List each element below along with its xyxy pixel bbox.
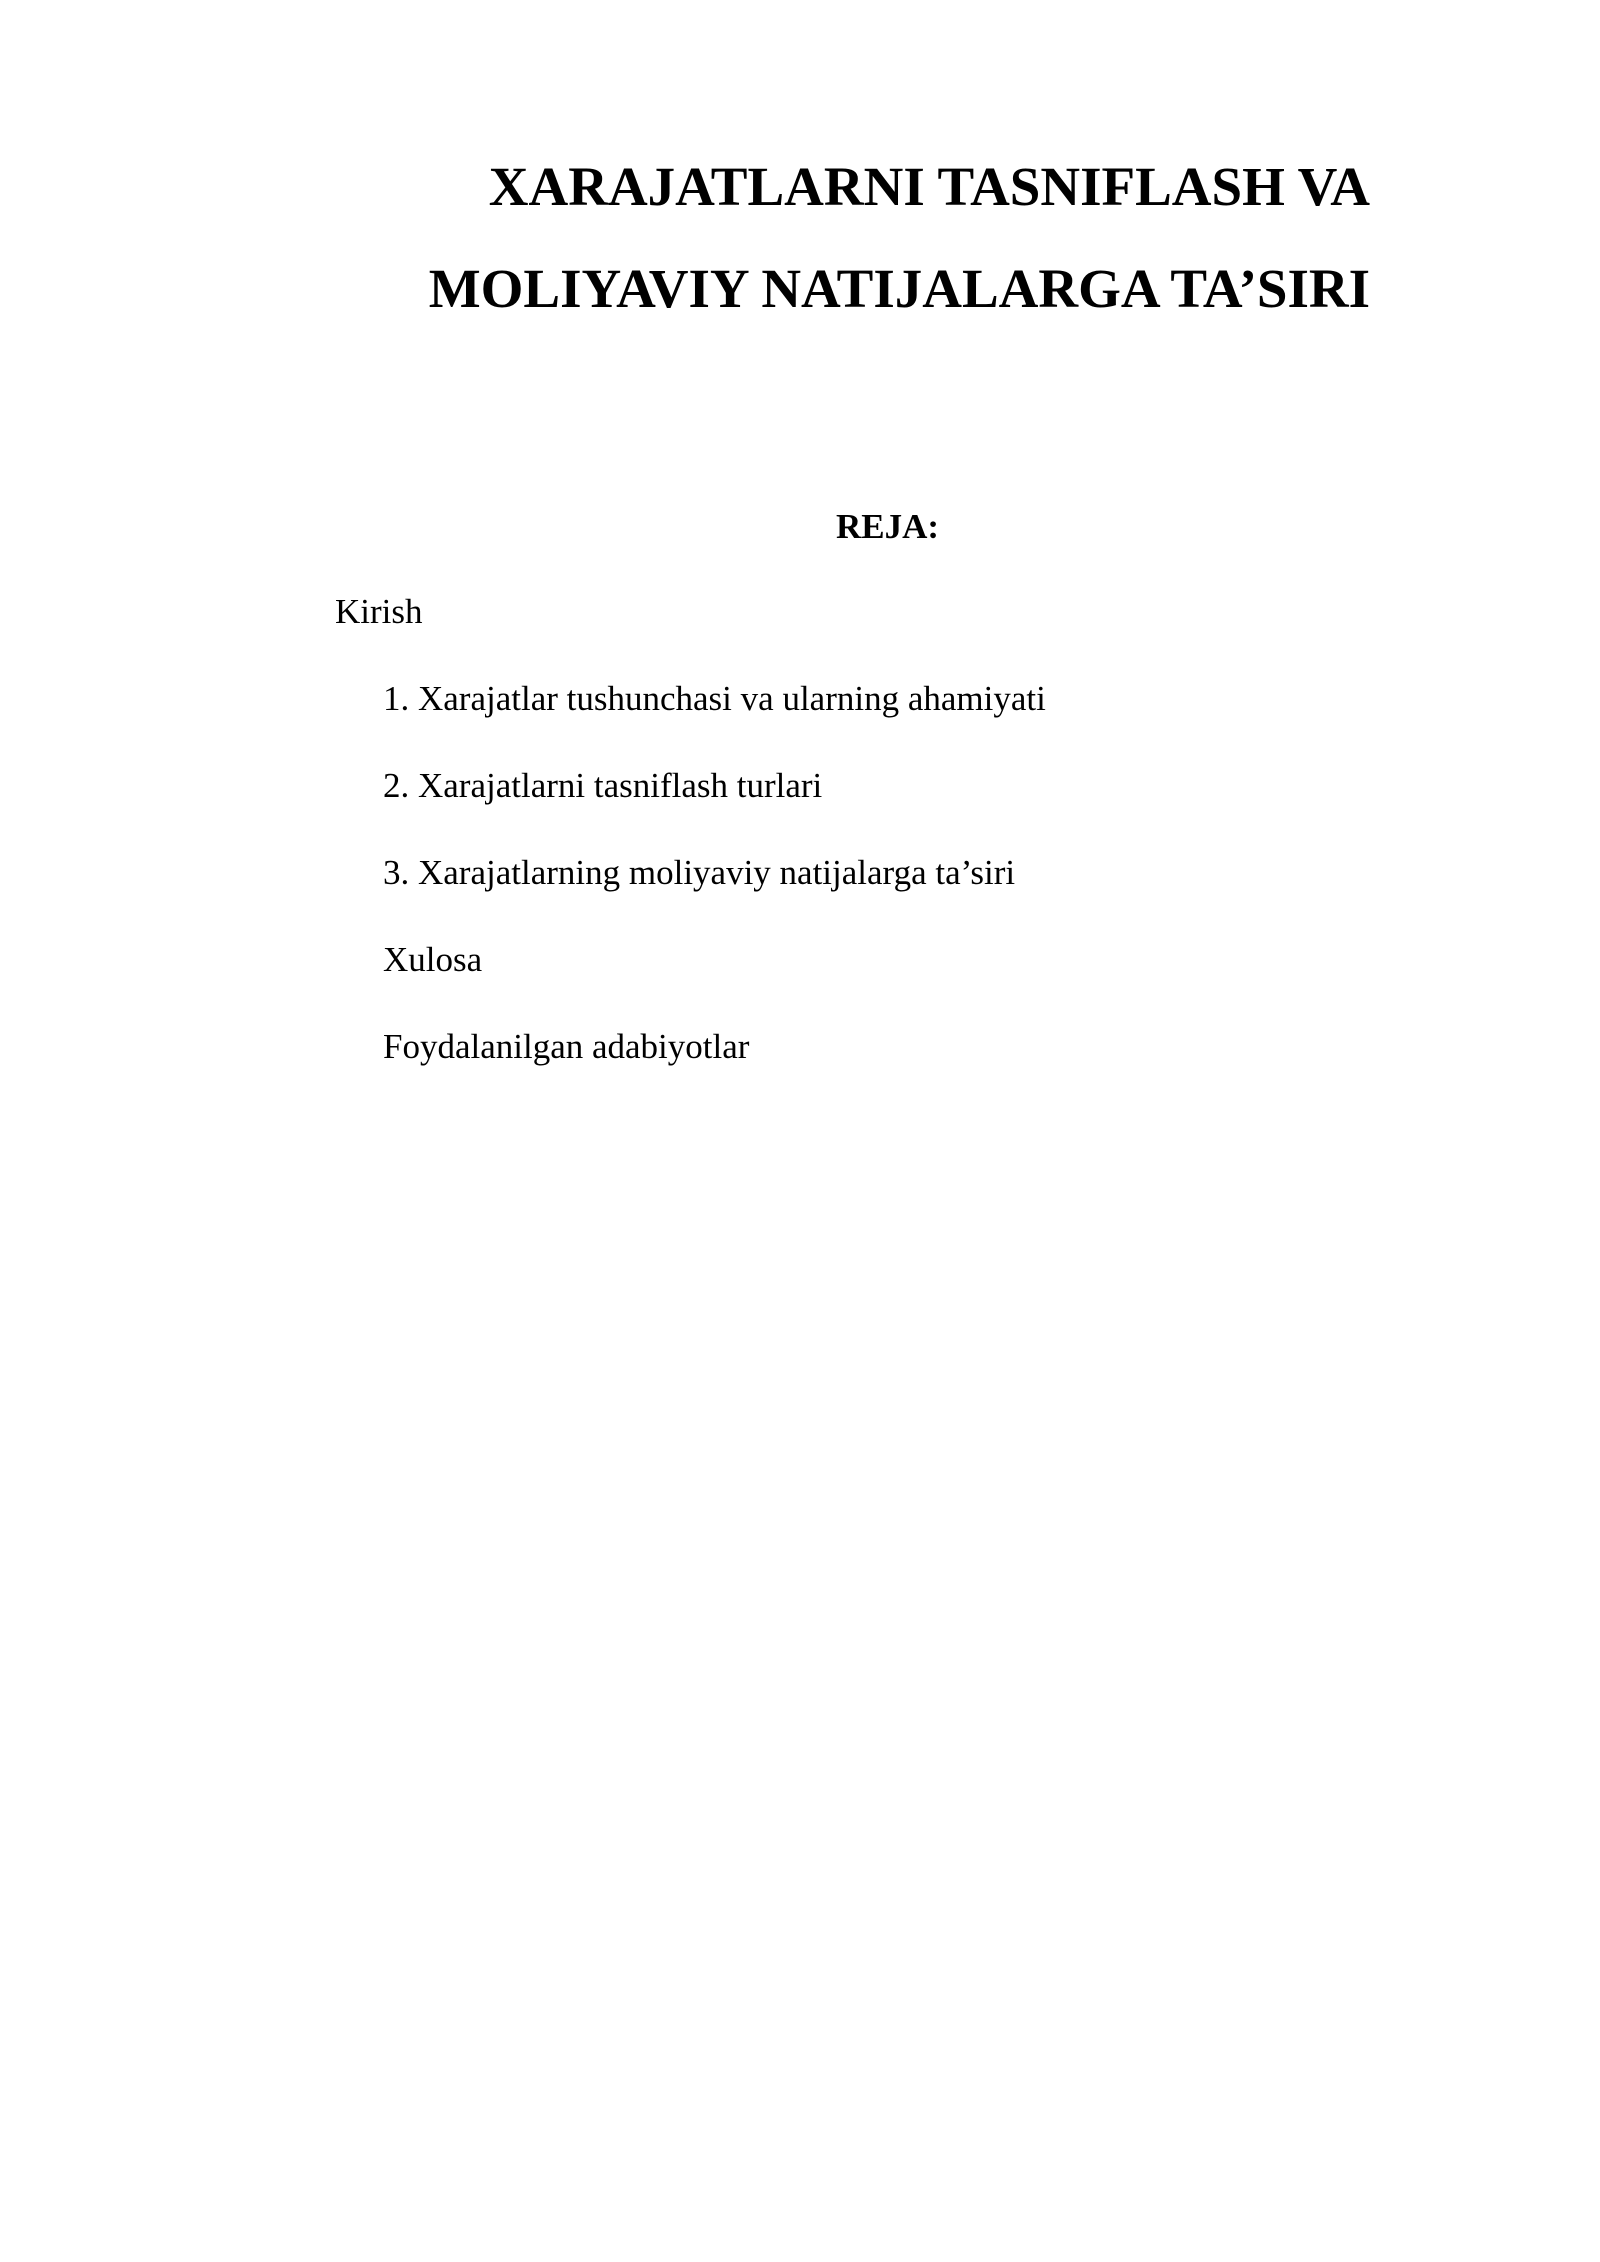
plan-item: 3. Xarajatlarning moliyaviy natijalarga ta’siri bbox=[383, 853, 1016, 892]
plan-item: 2. Xarajatlarni tasniflash turlari bbox=[383, 766, 823, 805]
plan-references: Foydalanilgan adabiyotlar bbox=[383, 1027, 750, 1066]
plan-intro: Kirish bbox=[335, 592, 423, 631]
plan-item: 1. Xarajatlar tushunchasi va ularning ahamiyati bbox=[383, 679, 1046, 718]
plan-conclusion: Xulosa bbox=[383, 940, 483, 979]
plan-heading: REJA: bbox=[835, 507, 940, 546]
document-title-line-1: XARAJATLARNI TASNIFLASH VA bbox=[488, 156, 1370, 217]
document-title-line-2: MOLIYAVIY NATIJALARGA TA’SIRI bbox=[428, 258, 1370, 319]
